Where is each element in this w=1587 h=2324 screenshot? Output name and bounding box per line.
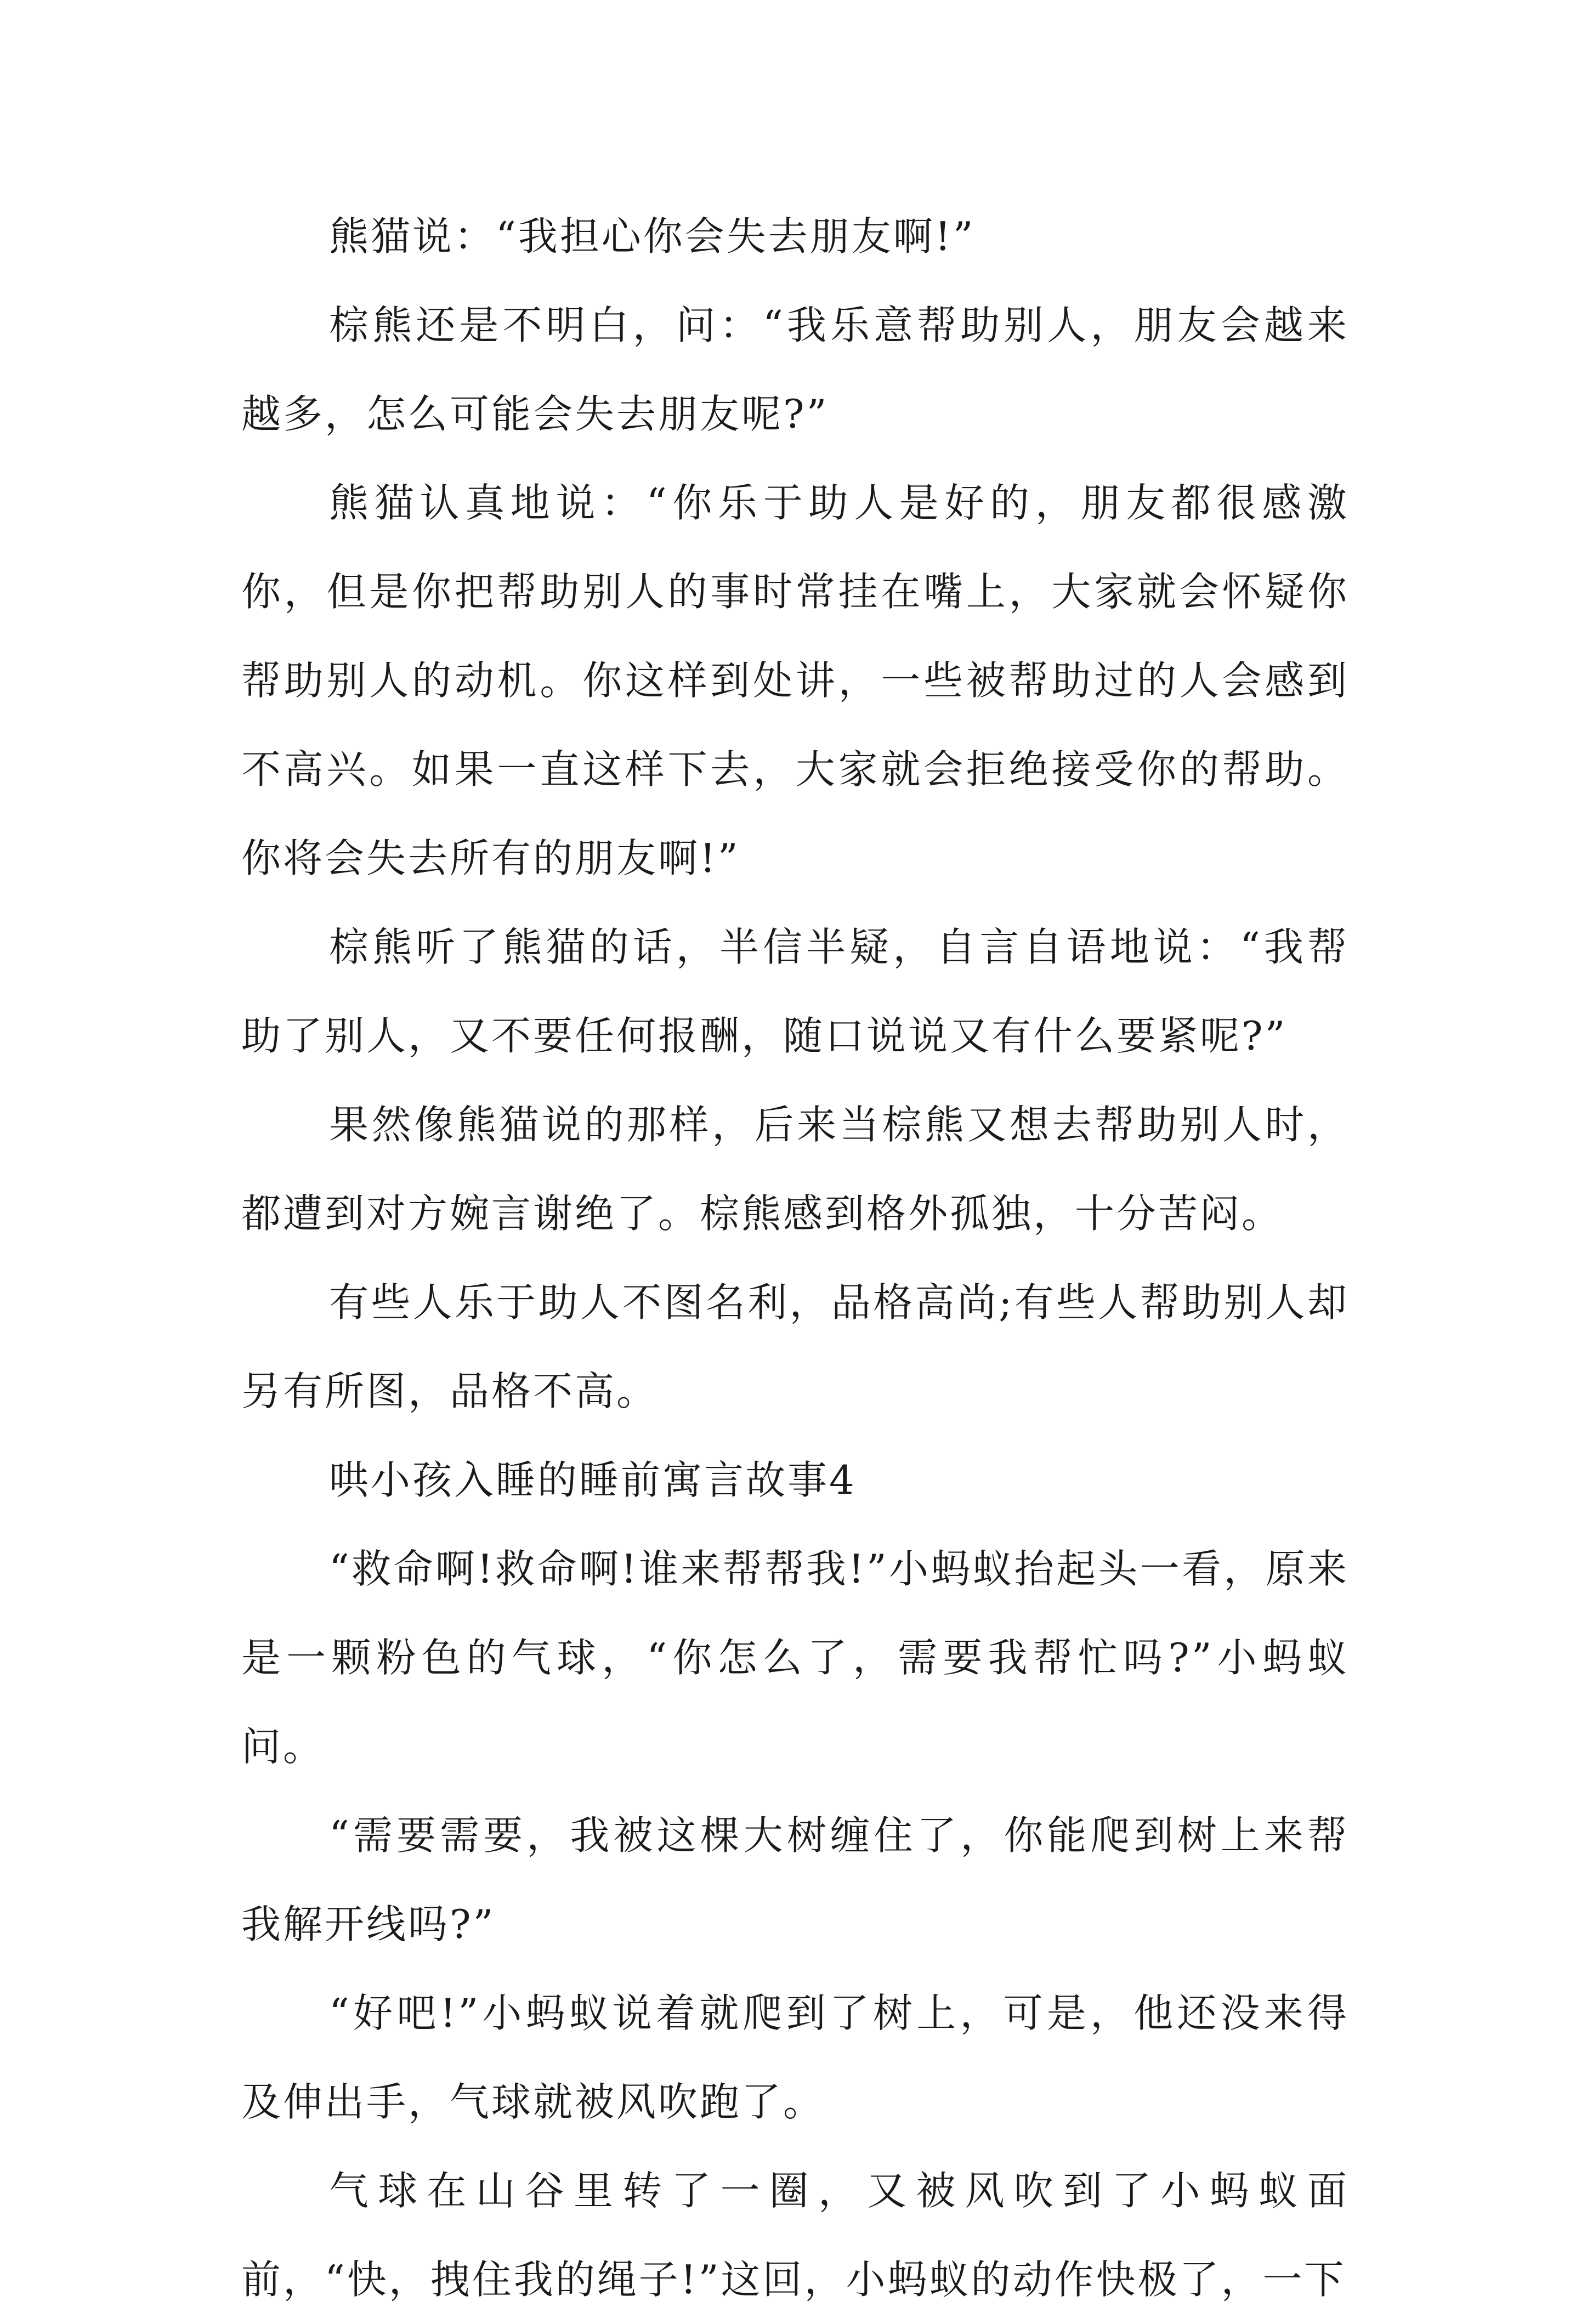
paragraph-9: “好吧!”小蚂蚁说着就爬到了树上，可是，他还没来得及伸出手，气球就被风吹跑了。 bbox=[241, 1990, 1349, 2125]
section-heading: 哄小孩入睡的睡前寓言故事4 bbox=[329, 1457, 857, 1503]
paragraph-1: 熊猫说：“我担心你会失去朋友啊!” bbox=[329, 213, 976, 259]
paragraph-7: “救命啊!救命啊!谁来帮帮我!”小蚂蚁抬起头一看，原来是一颗粉色的气球，“你怎么了，需要我帮忙吗?”小蚂蚁问。 bbox=[241, 1546, 1349, 1770]
paragraph-2: 棕熊还是不明白，问：“我乐意帮助别人，朋友会越来越多，怎么可能会失去朋友呢?” bbox=[241, 302, 1349, 437]
paragraph-8: “需要需要，我被这棵大树缠住了，你能爬到树上来帮我解开线吗?” bbox=[241, 1812, 1349, 1947]
paragraph-3: 熊猫认真地说：“你乐于助人是好的，朋友都很感激你，但是你把帮助别人的事时常挂在嘴上，大家就会怀疑你帮助别人的动机。你这样到处讲，一些被帮助过的人会感到不高兴。如果一直这样下去，大家就会拒绝接受你的帮助。你将会失去所有的朋友啊!” bbox=[241, 480, 1349, 881]
paragraph-4: 棕熊听了熊猫的话，半信半疑，自言自语地说：“我帮助了别人，又不要任何报酬，随口说说又有什么要紧呢?” bbox=[241, 924, 1349, 1059]
paragraph-10: 气球在山谷里转了一圈，又被风吹到了小蚂蚁面前，“快，拽住我的绳子!”这回，小蚂蚁的动作快极了，一下 bbox=[241, 2168, 1349, 2303]
body-text bbox=[241, 192, 1349, 2324]
paragraph-5: 果然像熊猫说的那样，后来当棕熊又想去帮助别人时，都遭到对方婉言谢绝了。棕熊感到格外孤独，十分苦闷。 bbox=[241, 1102, 1349, 1237]
paragraph-6: 有些人乐于助人不图名利，品格高尚;有些人帮助别人却另有所图，品格不高。 bbox=[241, 1279, 1349, 1414]
